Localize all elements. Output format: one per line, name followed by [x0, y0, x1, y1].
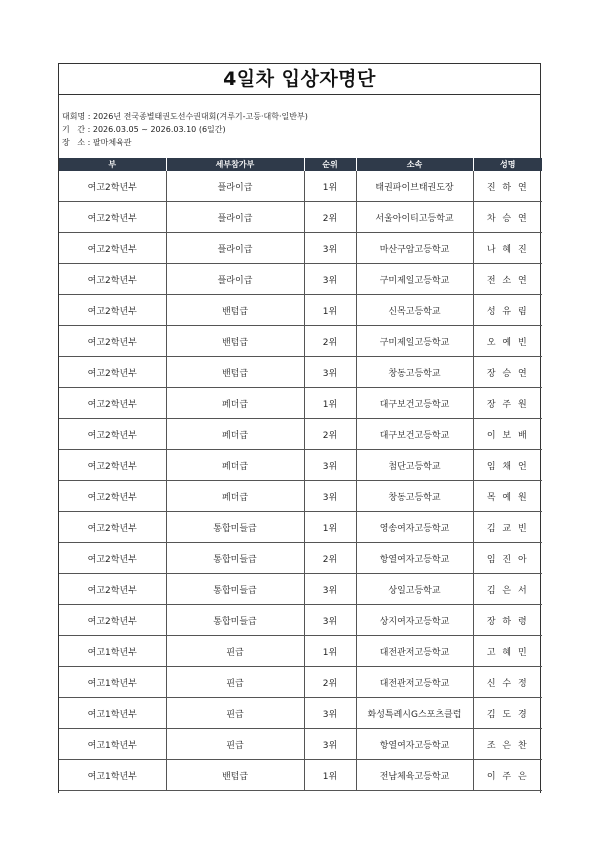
column-header-weight-class: 세부참가부	[166, 158, 304, 171]
cell-rank: 3위	[304, 698, 356, 729]
cell-affiliation: 전남체육고등학교	[356, 760, 473, 791]
cell-rank: 3위	[304, 729, 356, 760]
info-value: 2026.03.05 ~ 2026.03.10 (6일간)	[92, 125, 226, 134]
cell-weight-class: 핀급	[166, 698, 304, 729]
cell-division: 여고1학년부	[59, 636, 166, 667]
table-row	[59, 450, 542, 481]
cell-division: 여고1학년부	[59, 667, 166, 698]
cell-division: 여고2학년부	[59, 388, 166, 419]
table-row	[59, 574, 542, 605]
cell-affiliation: 항열여자고등학교	[356, 729, 473, 760]
cell-rank: 2위	[304, 543, 356, 574]
table-row	[59, 326, 542, 357]
cell-name: 임 채 언	[473, 450, 542, 481]
cell-weight-class: 페더급	[166, 419, 304, 450]
cell-weight-class: 통합미들급	[166, 512, 304, 543]
cell-affiliation: 첨단고등학교	[356, 450, 473, 481]
table-row	[59, 202, 542, 233]
table-row	[59, 233, 542, 264]
column-header-affiliation: 소속	[356, 158, 473, 171]
cell-name: 김 도 경	[473, 698, 542, 729]
event-info	[59, 95, 540, 149]
info-venue	[62, 136, 540, 149]
cell-division: 여고1학년부	[59, 760, 166, 791]
cell-division: 여고2학년부	[59, 264, 166, 295]
table-row	[59, 419, 542, 450]
cell-name: 전 소 연	[473, 264, 542, 295]
cell-affiliation: 상지여자고등학교	[356, 605, 473, 636]
cell-affiliation: 대구보건고등학교	[356, 388, 473, 419]
column-header-rank: 순위	[304, 158, 356, 171]
cell-affiliation: 신목고등학교	[356, 295, 473, 326]
cell-weight-class: 밴텀급	[166, 760, 304, 791]
cell-weight-class: 밴텀급	[166, 326, 304, 357]
cell-weight-class: 핀급	[166, 636, 304, 667]
cell-name: 장 승 연	[473, 357, 542, 388]
cell-rank: 2위	[304, 667, 356, 698]
cell-division: 여고2학년부	[59, 326, 166, 357]
cell-division: 여고2학년부	[59, 574, 166, 605]
cell-division: 여고2학년부	[59, 481, 166, 512]
table-row	[59, 388, 542, 419]
cell-name: 성 유 림	[473, 295, 542, 326]
cell-rank: 1위	[304, 512, 356, 543]
cell-rank: 1위	[304, 388, 356, 419]
cell-affiliation: 대전관저고등학교	[356, 636, 473, 667]
cell-weight-class: 플라이급	[166, 202, 304, 233]
page-title: 4일차 입상자명단	[59, 64, 540, 95]
cell-weight-class: 페더급	[166, 450, 304, 481]
cell-division: 여고2학년부	[59, 202, 166, 233]
cell-affiliation: 서울아이티고등학교	[356, 202, 473, 233]
cell-rank: 3위	[304, 450, 356, 481]
cell-division: 여고2학년부	[59, 357, 166, 388]
table-row	[59, 171, 542, 202]
cell-affiliation: 대전관저고등학교	[356, 667, 473, 698]
cell-name: 조 은 찬	[473, 729, 542, 760]
cell-weight-class: 밴텀급	[166, 295, 304, 326]
cell-rank: 3위	[304, 357, 356, 388]
document-frame	[58, 63, 541, 793]
cell-affiliation: 대구보건고등학교	[356, 419, 473, 450]
cell-rank: 2위	[304, 326, 356, 357]
cell-weight-class: 플라이급	[166, 171, 304, 202]
table-row	[59, 481, 542, 512]
table-row	[59, 512, 542, 543]
cell-rank: 3위	[304, 574, 356, 605]
winners-table	[59, 158, 542, 791]
cell-name: 장 주 원	[473, 388, 542, 419]
cell-name: 고 혜 민	[473, 636, 542, 667]
cell-weight-class: 핀급	[166, 667, 304, 698]
cell-name: 이 주 은	[473, 760, 542, 791]
cell-weight-class: 핀급	[166, 729, 304, 760]
cell-name: 차 승 연	[473, 202, 542, 233]
cell-rank: 1위	[304, 760, 356, 791]
cell-name: 이 보 배	[473, 419, 542, 450]
cell-division: 여고1학년부	[59, 698, 166, 729]
table-row	[59, 605, 542, 636]
cell-rank: 3위	[304, 605, 356, 636]
cell-affiliation: 태권파이브태권도장	[356, 171, 473, 202]
cell-division: 여고1학년부	[59, 729, 166, 760]
cell-weight-class: 플라이급	[166, 233, 304, 264]
table-row	[59, 264, 542, 295]
cell-affiliation: 상일고등학교	[356, 574, 473, 605]
info-value: 2026년 전국종별태권도선수권대회(겨루기-고등·대학·일반부)	[92, 112, 308, 121]
cell-name: 신 수 정	[473, 667, 542, 698]
cell-affiliation: 항열여자고등학교	[356, 543, 473, 574]
column-header-division: 부	[59, 158, 166, 171]
cell-name: 오 예 빈	[473, 326, 542, 357]
table-body	[59, 171, 542, 791]
cell-affiliation: 영송여자고등학교	[356, 512, 473, 543]
cell-division: 여고2학년부	[59, 543, 166, 574]
cell-name: 나 혜 진	[473, 233, 542, 264]
cell-affiliation: 구미제일고등학교	[356, 326, 473, 357]
table-row	[59, 760, 542, 791]
cell-division: 여고2학년부	[59, 512, 166, 543]
cell-weight-class: 통합미들급	[166, 574, 304, 605]
info-label: 대회명 :	[62, 112, 91, 121]
info-period	[62, 123, 540, 136]
cell-weight-class: 통합미들급	[166, 605, 304, 636]
cell-rank: 3위	[304, 233, 356, 264]
cell-division: 여고2학년부	[59, 450, 166, 481]
table-row	[59, 295, 542, 326]
cell-name: 임 진 아	[473, 543, 542, 574]
table-row	[59, 636, 542, 667]
info-label: 기 간 :	[62, 125, 91, 134]
cell-rank: 1위	[304, 295, 356, 326]
cell-rank: 3위	[304, 264, 356, 295]
cell-name: 김 은 서	[473, 574, 542, 605]
cell-name: 목 예 원	[473, 481, 542, 512]
table-row	[59, 729, 542, 760]
info-value: 팔마체육관	[92, 138, 132, 147]
info-event-name	[62, 110, 540, 123]
table-row	[59, 543, 542, 574]
cell-affiliation: 창동고등학교	[356, 481, 473, 512]
column-header-name: 성명	[473, 158, 542, 171]
cell-weight-class: 페더급	[166, 388, 304, 419]
cell-affiliation: 구미제일고등학교	[356, 264, 473, 295]
cell-rank: 3위	[304, 481, 356, 512]
cell-weight-class: 페더급	[166, 481, 304, 512]
cell-name: 김 교 빈	[473, 512, 542, 543]
cell-affiliation: 창동고등학교	[356, 357, 473, 388]
info-label: 장 소 :	[62, 138, 91, 147]
cell-weight-class: 플라이급	[166, 264, 304, 295]
cell-name: 장 하 령	[473, 605, 542, 636]
table-row	[59, 667, 542, 698]
cell-weight-class: 통합미들급	[166, 543, 304, 574]
table-header-row	[59, 158, 542, 171]
cell-rank: 1위	[304, 636, 356, 667]
cell-rank: 1위	[304, 171, 356, 202]
cell-division: 여고2학년부	[59, 605, 166, 636]
cell-division: 여고2학년부	[59, 419, 166, 450]
cell-affiliation: 마산구암고등학교	[356, 233, 473, 264]
cell-division: 여고2학년부	[59, 295, 166, 326]
cell-rank: 2위	[304, 202, 356, 233]
table-row	[59, 357, 542, 388]
cell-division: 여고2학년부	[59, 171, 166, 202]
cell-affiliation: 화성특례시G스포츠클럽	[356, 698, 473, 729]
cell-division: 여고2학년부	[59, 233, 166, 264]
cell-rank: 2위	[304, 419, 356, 450]
table-row	[59, 698, 542, 729]
cell-weight-class: 밴텀급	[166, 357, 304, 388]
cell-name: 진 하 연	[473, 171, 542, 202]
